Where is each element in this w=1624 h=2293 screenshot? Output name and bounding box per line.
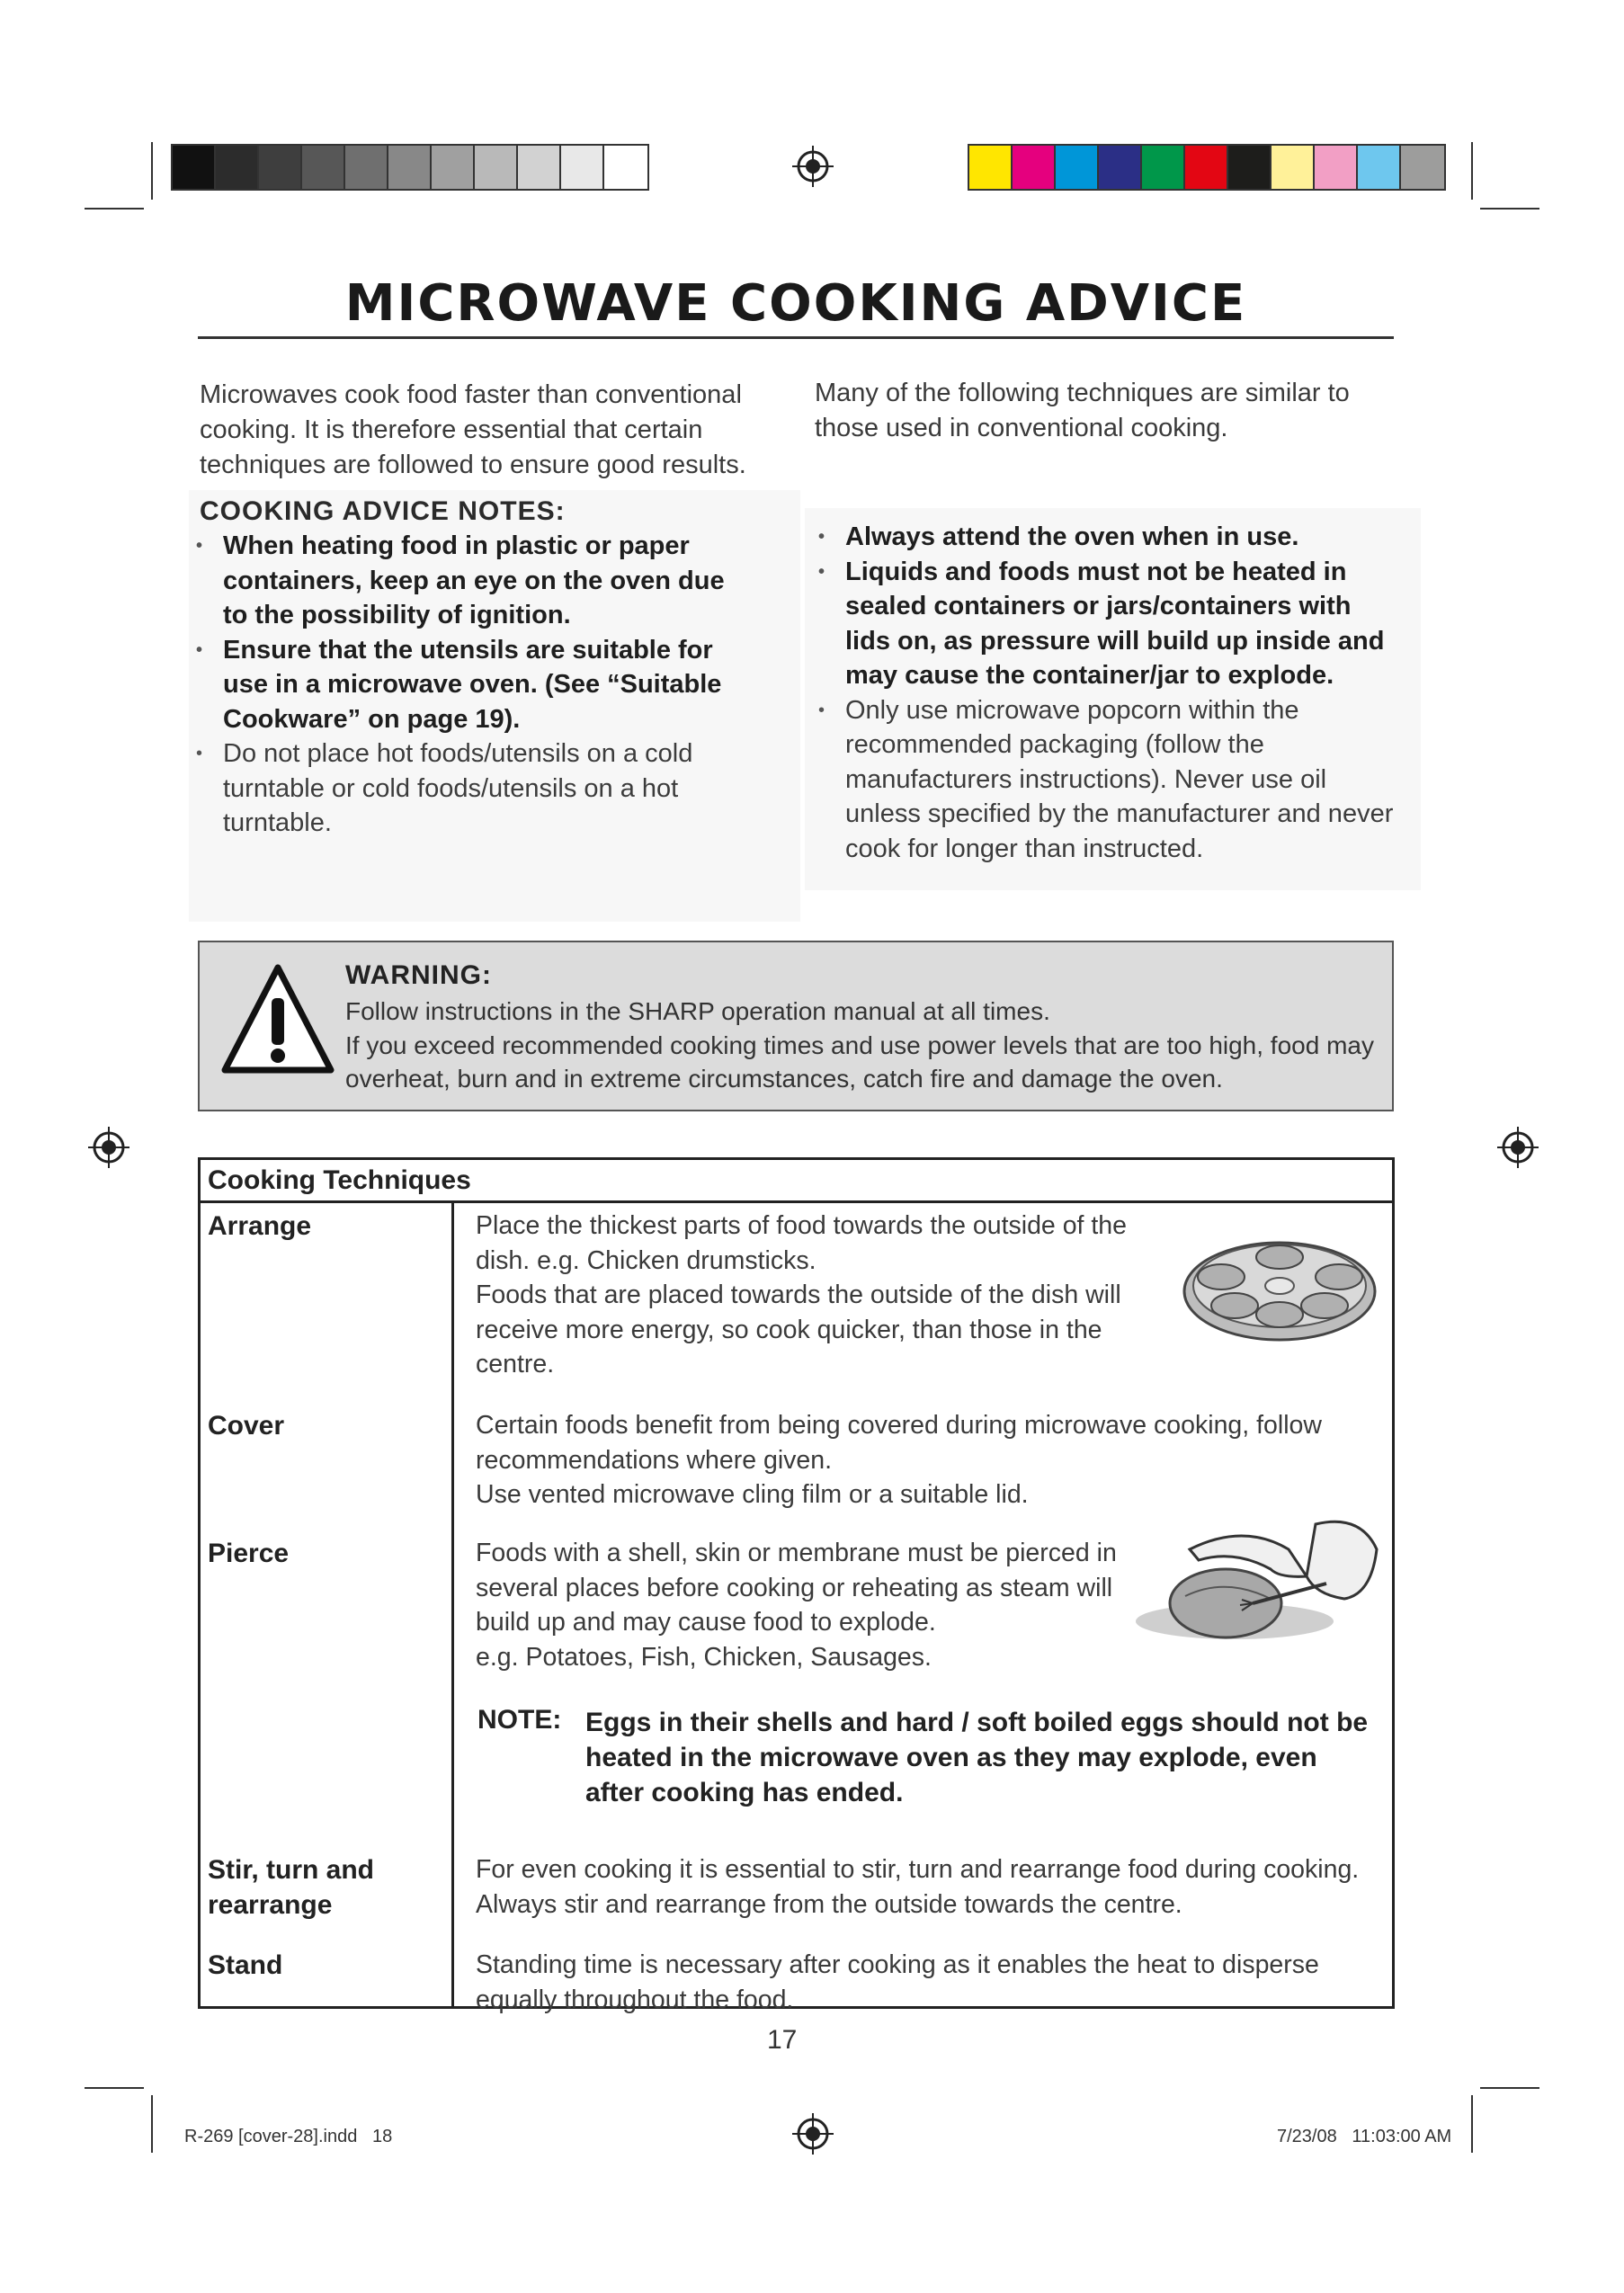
color-swatch [475,146,518,189]
crop-mark [85,208,144,210]
warning-triangle-icon [219,962,336,1077]
list-item: • Always attend the oven when in use. [818,520,1394,555]
title-rule [198,336,1394,339]
color-swatch [561,146,604,189]
color-swatch [173,146,216,189]
technique-description: Certain foods benefit from being covered during microwave cooking, follow recommendations where given. Use vented microwave cling film or a suitable lid. [476,1411,1322,1509]
color-swatch [1228,146,1272,189]
color-swatch [345,146,388,189]
notes-right-list [818,520,1394,866]
technique-description: Foods with a shell, skin or membrane must be pierced in several places before cooking or reheating as steam will build up and may cause food to explode. e.g. Potatoes, Fish, Chicken, Sausages. [476,1539,1117,1672]
color-swatch [388,146,432,189]
color-swatch [1315,146,1358,189]
list-item: • Liquids and foods must not be heated in sealed containers or jars/containers with lids on, as pressure will build up inside and may cause the container/jar to explode. [818,555,1394,693]
color-swatch [1056,146,1099,189]
color-swatch [259,146,302,189]
technique-description: Place the thickest parts of food towards the outside of the dish. e.g. Chicken drumsticks. Foods that are placed towards the outside of the dish will receive more energy, so cook quicker, than those in the centre. [476,1211,1128,1378]
registration-mark-icon [792,2113,834,2155]
technique-description: Standing time is necessary after cooking as it enables the heat to disperse equally throughout the food. [476,1950,1319,2014]
crop-mark [1480,2087,1539,2089]
table-header-label: Cooking Techniques [208,1165,471,1195]
warning-text: Follow instructions in the SHARP operation manual at all times. [345,997,1050,1025]
technique-name: Arrange [208,1211,312,1241]
color-swatch [1185,146,1228,189]
color-swatch [1272,146,1315,189]
color-swatch [1099,146,1142,189]
crop-mark [1480,208,1539,210]
list-item: • When heating food in plastic or paper containers, keep an eye on the oven due to the possibility of ignition. [196,529,754,633]
list-item: • Ensure that the utensils are suitable for use in a microwave oven. (See “Suitable Cookware” on page 19). [196,633,754,737]
color-swatch [604,146,647,189]
notes-heading: COOKING ADVICE NOTES: [200,496,566,526]
color-swatch [1013,146,1056,189]
note-text: Eggs in their shells and hard / soft boiled eggs should not be heated in the microwave oven as they may explode, even after cooking has ended. [585,1708,1369,1807]
color-swatch [216,146,259,189]
technique-name: Pierce [208,1539,290,1568]
notes-left-list [196,529,754,841]
technique-name: Cover [208,1411,285,1441]
technique-description: For even cooking it is essential to stir, turn and rearrange food during cooking. Always stir and rearrange from the outside towards the centre. [476,1855,1360,1919]
column-divider [451,1203,454,2009]
color-swatch [1401,146,1444,189]
color-swatch [302,146,345,189]
registration-mark-icon [1497,1127,1539,1168]
crop-mark [151,142,153,200]
grayscale-color-bar [171,144,649,191]
list-item: • Only use microwave popcorn within the recommended packaging (follow the manufacturers instructions). Never use oil unless specified by the manufacturer and never cook for longer than instructed. [818,693,1394,867]
technique-name: Stand [208,1950,283,1980]
warning-text: If you exceed recommended cooking times and use power levels that are too high, food may overheat, burn and in extreme circumstances, catch fire and damage the oven. [345,1031,1374,1093]
technique-name: Stir, turn and rearrange [208,1855,375,1920]
crop-mark [151,2095,153,2153]
color-swatch [1358,146,1401,189]
color-swatch [518,146,561,189]
intro-right: Many of the following techniques are similar to those used in conventional cooking. [815,379,1350,442]
intro-left: Microwaves cook food faster than conventional cooking. It is therefore essential that certain techniques are followed to ensure good results. [200,380,746,479]
crop-mark [1471,142,1473,200]
color-swatch [969,146,1013,189]
registration-mark-icon [88,1127,129,1168]
table-header [201,1160,1392,1203]
drumsticks-dish-illustration [1181,1223,1379,1344]
page-title: MICROWAVE COOKING ADVICE [344,274,1247,333]
process-color-bar [968,144,1446,191]
print-slug-filename: R-269 [cover-28].indd 18 [184,2127,393,2146]
color-swatch [1142,146,1185,189]
crop-mark [85,2087,144,2089]
warning-title: WARNING: [345,960,492,990]
crop-mark [1471,2095,1473,2153]
print-slug-timestamp: 7/23/08 11:03:00 AM [1277,2127,1452,2146]
page-number: 17 [767,2025,798,2055]
list-item: • Do not place hot foods/utensils on a cold turntable or cold foods/utensils on a hot turntable. [196,736,754,841]
color-swatch [432,146,475,189]
registration-mark-icon [792,146,834,187]
warning-box [198,941,1394,1111]
cooking-techniques-table [198,1157,1395,2014]
note-label: NOTE: [477,1705,562,1735]
piercing-potato-illustration [1136,1513,1388,1648]
